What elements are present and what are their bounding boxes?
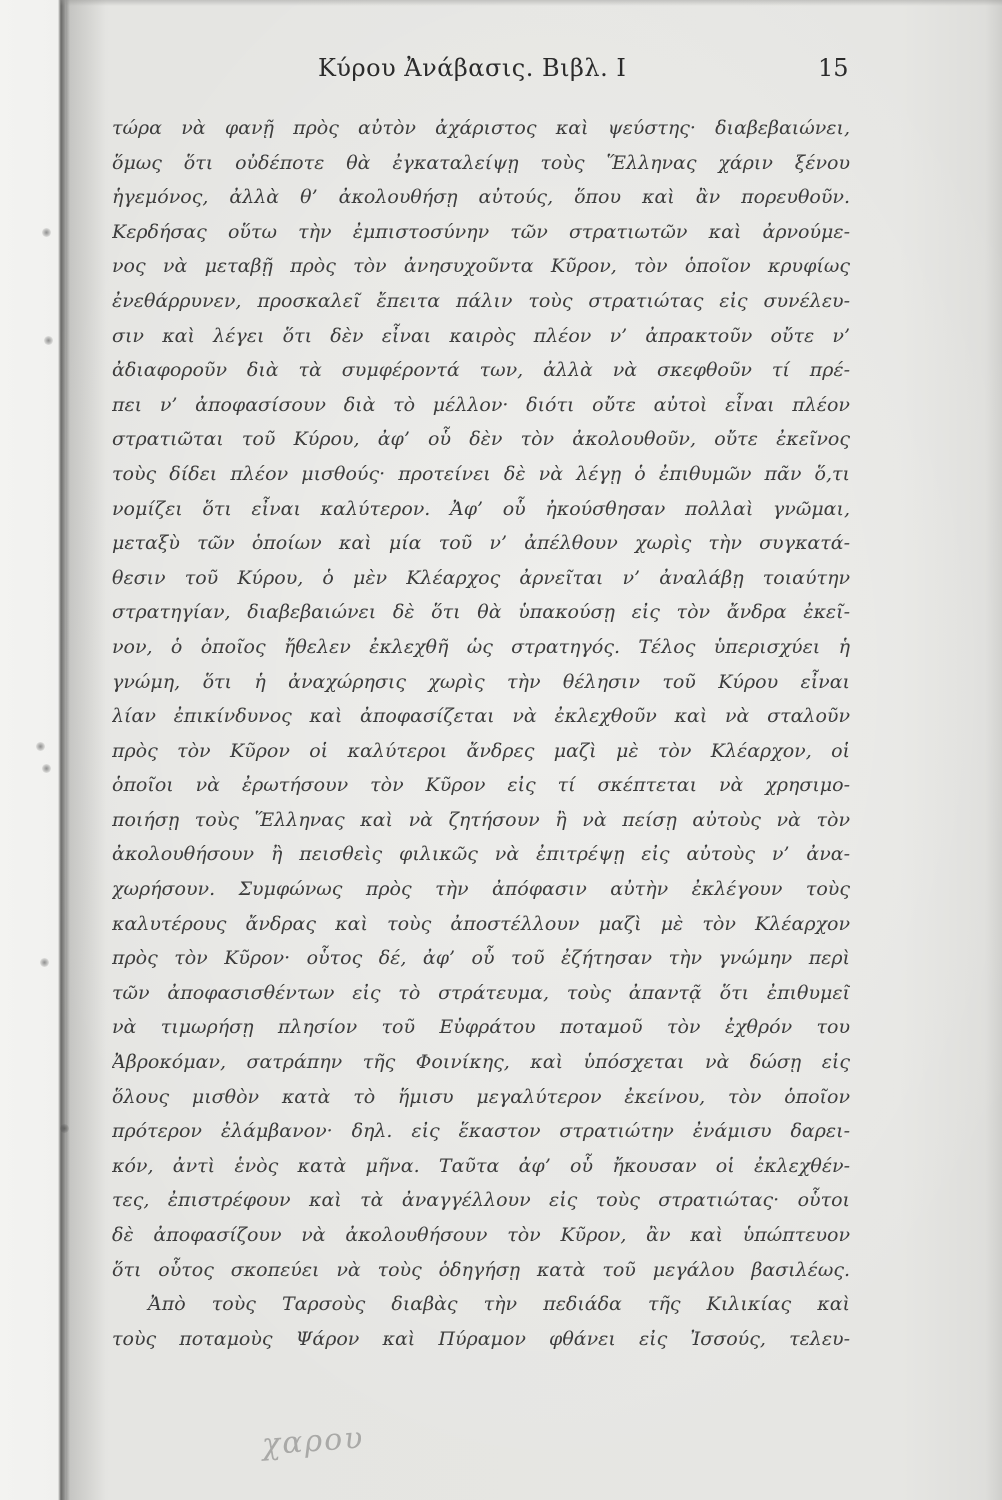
handwritten-pencil-note: χαρου <box>260 1420 366 1463</box>
text-line: κόν, ἀντὶ ἑνὸς κατὰ μῆνα. Ταῦτα ἀφ’ οὗ ἤκουσαν οἱ ἐκλεχθέν- <box>112 1154 850 1177</box>
text-line: ποιήσῃ τοὺς Ἕλληνας καὶ νὰ ζητήσουν ἢ νὰ πείσῃ αὐτοὺς νὰ τὸν <box>112 808 850 831</box>
text-line: καλυτέρους ἄνδρας καὶ τοὺς ἀποστέλλουν μαζὶ μὲ τὸν Κλέαρχον <box>112 912 850 935</box>
text-line: λίαν ἐπικίνδυνος καὶ ἀποφασίζεται νὰ ἐκλεχθοῦν καὶ νὰ σταλοῦν <box>112 705 850 728</box>
ink-spot <box>40 958 49 967</box>
text-line: ἡγεμόνος, ἀλλὰ θ’ ἀκολουθήσῃ αὐτούς, ὅπου καὶ ἂν πορευθοῦν. <box>112 186 850 209</box>
text-line: ἐνεθάρρυνεν, προσκαλεῖ ἔπειτα πάλιν τοὺς στρατιώτας εἰς συνέλευ- <box>112 289 850 312</box>
text-line: ἀκολουθήσουν ἢ πεισθεὶς φιλικῶς νὰ ἐπιτρέψῃ εἰς αὐτοὺς ν’ ἀνα- <box>112 843 850 866</box>
ink-spot <box>42 764 51 773</box>
text-line: ἀδιαφοροῦν διὰ τὰ συμφέροντά των, ἀλλὰ νὰ σκεφθοῦν τί πρέ- <box>112 359 850 382</box>
page-top-edge <box>60 0 1002 6</box>
text-line: θεσιν τοῦ Κύρου, ὁ μὲν Κλέαρχος ἀρνεῖται ν’ ἀναλάβῃ τοιαύτην <box>112 566 850 589</box>
text-line: νος νὰ μεταβῇ πρὸς τὸν ἀνησυχοῦντα Κῦρον, τὸν ὁποῖον κρυφίως <box>112 255 850 278</box>
text-line: νον, ὁ ὁποῖος ἤθελεν ἐκλεχθῆ ὡς στρατηγός. Τέλος ὑπερισχύει ἡ <box>112 635 850 658</box>
text-line: τες, ἐπιστρέφουν καὶ τὰ ἀναγγέλλουν εἰς τοὺς στρατιώτας· οὗτοι <box>112 1189 850 1212</box>
text-line: γνώμη, ὅτι ἡ ἀναχώρησις χωρὶς τὴν θέλησιν τοῦ Κύρου εἶναι <box>112 670 850 693</box>
ink-spot <box>60 1124 69 1133</box>
body-text <box>112 111 850 1356</box>
text-line: στρατηγίαν, διαβεβαιώνει δὲ ὅτι θὰ ὑπακούσῃ εἰς τὸν ἄνδρα ἐκεῖ- <box>112 601 850 624</box>
text-line: πει ν’ ἀποφασίσουν διὰ τὸ μέλλον· διότι οὔτε αὐτοὶ εἶναι πλέον <box>112 393 850 416</box>
ink-spot <box>42 228 51 237</box>
text-line: ὁποῖοι νὰ ἐρωτήσουν τὸν Κῦρον εἰς τί σκέπτεται νὰ χρησιμο- <box>112 774 850 797</box>
paragraph-start-line: Ἀπὸ τοὺς Ταρσοὺς διαβὰς τὴν πεδιάδα τῆς Κιλικίας καὶ <box>148 1293 850 1316</box>
text-line: μεταξὺ τῶν ὁποίων καὶ μία τοῦ ν’ ἀπέλθουν χωρὶς τὴν συγκατά- <box>112 532 850 555</box>
text-line: τοὺς ποταμοὺς Ψάρον καὶ Πύραμον φθάνει εἰς Ἰσσούς, τελευ- <box>112 1327 850 1350</box>
text-line: Ἀβροκόμαν, σατράπην τῆς Φοινίκης, καὶ ὑπόσχεται νὰ δώσῃ εἰς <box>112 1051 850 1074</box>
text-line: Κερδήσας οὕτω τὴν ἐμπιστοσύνην τῶν στρατιωτῶν καὶ ἀρνούμε- <box>112 220 850 243</box>
text-line: ὅλους μισθὸν κατὰ τὸ ἥμισυ μεγαλύτερον ἐκείνου, τὸν ὁποῖον <box>112 1085 850 1108</box>
text-line: χωρήσουν. Συμφώνως πρὸς τὴν ἀπόφασιν αὐτὴν ἐκλέγουν τοὺς <box>112 878 850 901</box>
text-line: στρατιῶται τοῦ Κύρου, ἀφ’ οὗ δὲν τὸν ἀκολουθοῦν, οὔτε ἐκεῖνος <box>112 428 850 451</box>
text-line: πρὸς τὸν Κῦρον· οὗτος δέ, ἀφ’ οὗ τοῦ ἐζήτησαν τὴν γνώμην περὶ <box>112 947 850 970</box>
text-line: τώρα νὰ φανῇ πρὸς αὐτὸν ἀχάριστος καὶ ψεύστης· διαβεβαιώνει, <box>112 117 850 139</box>
text-line: πρὸς τὸν Κῦρον οἱ καλύτεροι ἄνδρες μαζὶ μὲ τὸν Κλέαρχον, οἱ <box>112 739 850 762</box>
text-line: πρότερον ἐλάμβανον· δηλ. εἰς ἕκαστον στρατιώτην ἐνάμισυ δαρει- <box>112 1120 850 1143</box>
running-head-title: Κύρου Ἀνάβασις. Βιβλ. Ι <box>318 54 627 82</box>
text-line: νὰ τιμωρήσῃ πλησίον τοῦ Εὐφράτου ποταμοῦ τὸν ἐχθρόν του <box>112 1016 850 1039</box>
ink-spot <box>36 742 45 751</box>
text-line: τῶν ἀποφασισθέντων εἰς τὸ στράτευμα, τοὺς ἀπαντᾷ ὅτι ἐπιθυμεῖ <box>112 981 850 1004</box>
text-line: ὅμως ὅτι οὐδέποτε θὰ ἐγκαταλείψῃ τοὺς Ἕλληνας χάριν ξένου <box>112 151 850 174</box>
binding-shadow <box>66 0 106 1500</box>
text-line: δὲ ἀποφασίζουν νὰ ἀκολουθήσουν τὸν Κῦρον, ἂν καὶ ὑπώπτευον <box>112 1224 850 1246</box>
text-line: τοὺς δίδει πλέον μισθούς· προτείνει δὲ νὰ λέγῃ ὁ ἐπιθυμῶν πᾶν ὅ,τι <box>112 462 850 485</box>
text-line: ὅτι οὗτος σκοπεύει νὰ τοὺς ὁδηγήσῃ κατὰ τοῦ μεγάλου βασιλέως. <box>112 1258 850 1281</box>
page-number: 15 <box>818 54 849 82</box>
text-line: νομίζει ὅτι εἶναι καλύτερον. Ἀφ’ οὗ ἠκούσθησαν πολλαὶ γνῶμαι, <box>112 497 850 520</box>
ink-spot <box>44 336 53 345</box>
text-line: σιν καὶ λέγει ὅτι δὲν εἶναι καιρὸς πλέον ν’ ἀπρακτοῦν οὔτε ν’ <box>112 324 850 347</box>
